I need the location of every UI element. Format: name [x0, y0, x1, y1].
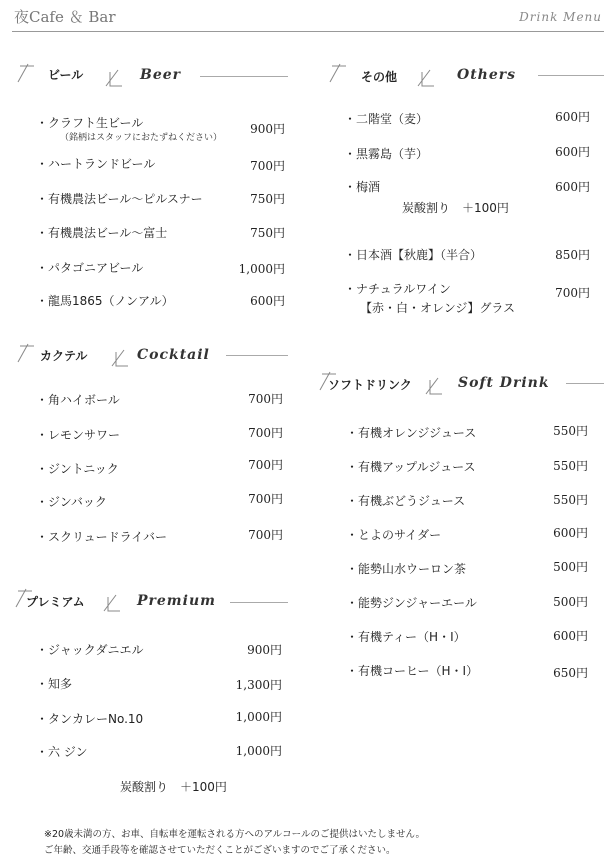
menu-item-price: 550円 — [553, 493, 588, 507]
menu-item-name: ・有機農法ビール～ピルスナー — [36, 192, 203, 206]
menu-item-name: ・有機アップルジュース — [346, 460, 476, 474]
menu-item-price: 900円 — [247, 643, 282, 657]
menu-item-name: ・有機コーヒー（H・I） — [346, 664, 479, 678]
menu-item-name: ・クラフト生ビール — [36, 116, 144, 130]
menu-item-price: 1,000円 — [238, 262, 285, 276]
section-rule-cocktail — [226, 355, 288, 356]
section-title-premium-jp: プレミアム — [26, 595, 85, 609]
section-title-cocktail-jp: カクテル — [40, 349, 88, 363]
section-title-cocktail-en: Cocktail — [137, 347, 210, 363]
menu-item-name: ・角ハイボール — [36, 393, 120, 407]
menu-item-price: 1,300円 — [235, 678, 282, 692]
menu-item-name: ・ジンバック — [36, 495, 107, 509]
menu-item-price: 600円 — [555, 180, 590, 194]
menu-item-price: 1,000円 — [235, 744, 282, 758]
menu-item-name: ・有機ティー（H・I） — [346, 630, 466, 644]
menu-item-price: 1,000円 — [235, 710, 282, 724]
menu-item-name: ・ナチュラルワイン — [344, 282, 451, 296]
section-title-premium-en: Premium — [137, 593, 216, 609]
menu-item-name: ・有機オレンジジュース — [346, 426, 477, 440]
menu-item-price: 600円 — [555, 145, 590, 159]
menu-item-price: 500円 — [553, 595, 588, 609]
footer-notice-line2: ご年齢、交通手段等を確認させていただくことがございますのでご了承ください。 — [44, 845, 396, 856]
menu-item-price: 700円 — [248, 492, 283, 506]
section-title-beer-en: Beer — [140, 67, 182, 83]
menu-item-subnote: 【赤・白・オレンジ】グラス — [360, 301, 516, 315]
menu-item-name: ・レモンサワー — [36, 428, 121, 442]
menu-item-price: 500円 — [553, 560, 588, 574]
menu-item-name: ・梅酒 — [344, 180, 381, 194]
menu-item-name: ・有機ぶどうジュース — [346, 494, 466, 508]
section-rule-others — [538, 75, 604, 76]
menu-item-price: 750円 — [250, 192, 285, 206]
menu-item-price: 900円 — [250, 122, 285, 136]
menu-item-name: ・六 ジン — [36, 745, 88, 759]
footer-notice-line1: ※20歳未満の方、お車、自転車を運転される方へのアルコールのご提供はいたしません。 — [44, 829, 426, 840]
menu-item-price: 550円 — [553, 459, 588, 473]
menu-title: Drink Menu — [519, 10, 602, 24]
brand-title: 夜Cafe ＆ Bar — [14, 8, 116, 26]
menu-item-price: 600円 — [555, 110, 590, 124]
premium-soda-note: 炭酸割り ＋100円 — [120, 780, 227, 794]
menu-item-price: 700円 — [555, 286, 590, 300]
menu-item-name: ・ジントニック — [36, 462, 119, 476]
section-rule-soft — [566, 383, 604, 384]
section-rule-beer — [200, 76, 288, 77]
menu-item-price: 700円 — [248, 458, 283, 472]
menu-item-name: ・二階堂（麦） — [344, 112, 429, 126]
menu-item-price: 600円 — [553, 629, 588, 643]
menu-item-price: 700円 — [248, 528, 283, 542]
menu-item-price: 700円 — [248, 426, 283, 440]
menu-item-price: 650円 — [553, 666, 588, 680]
menu-item-name: ・知多 — [36, 677, 73, 691]
section-title-soft-en: Soft Drink — [458, 375, 550, 391]
menu-item-name: ・日本酒【秋鹿】（半合） — [344, 248, 483, 262]
menu-item-name: ・ハートランドビール — [36, 157, 156, 171]
menu-item-price: 600円 — [553, 526, 588, 540]
section-title-others-en: Others — [457, 67, 517, 83]
menu-item-price: 600円 — [250, 294, 285, 308]
menu-item-price: 850円 — [555, 248, 590, 262]
menu-item-price: 700円 — [250, 159, 285, 173]
menu-item-subnote: 炭酸割り ＋100円 — [402, 201, 509, 215]
menu-item-name: ・ジャックダニエル — [36, 643, 144, 657]
section-title-soft-jp: ソフトドリンク — [328, 378, 412, 392]
menu-item-name: ・黒霧島（芋） — [344, 147, 429, 161]
menu-item-name: ・能勢山水ウーロン茶 — [346, 562, 467, 576]
menu-item-name: ・とよのサイダー — [346, 528, 442, 542]
header-divider — [12, 31, 604, 32]
menu-item-name: ・スクリュードライバー — [36, 530, 168, 544]
menu-item-name: ・パタゴニアビール — [36, 261, 144, 275]
menu-item-price: 550円 — [553, 424, 588, 438]
menu-item-name: ・龍馬1865（ノンアル） — [36, 294, 174, 308]
menu-item-name: ・有機農法ビール～富士 — [36, 226, 168, 240]
section-title-others-jp: その他 — [361, 70, 398, 84]
section-title-beer-jp: ビール — [48, 68, 84, 82]
menu-item-price: 700円 — [248, 392, 283, 406]
menu-item-name: ・タンカレーNo.10 — [36, 712, 144, 726]
menu-item-name: ・能勢ジンジャーエール — [346, 596, 477, 610]
menu-item-note: （銘柄はスタッフにおたずねください） — [60, 133, 223, 143]
section-rule-premium — [230, 602, 288, 603]
menu-item-price: 750円 — [250, 226, 285, 240]
